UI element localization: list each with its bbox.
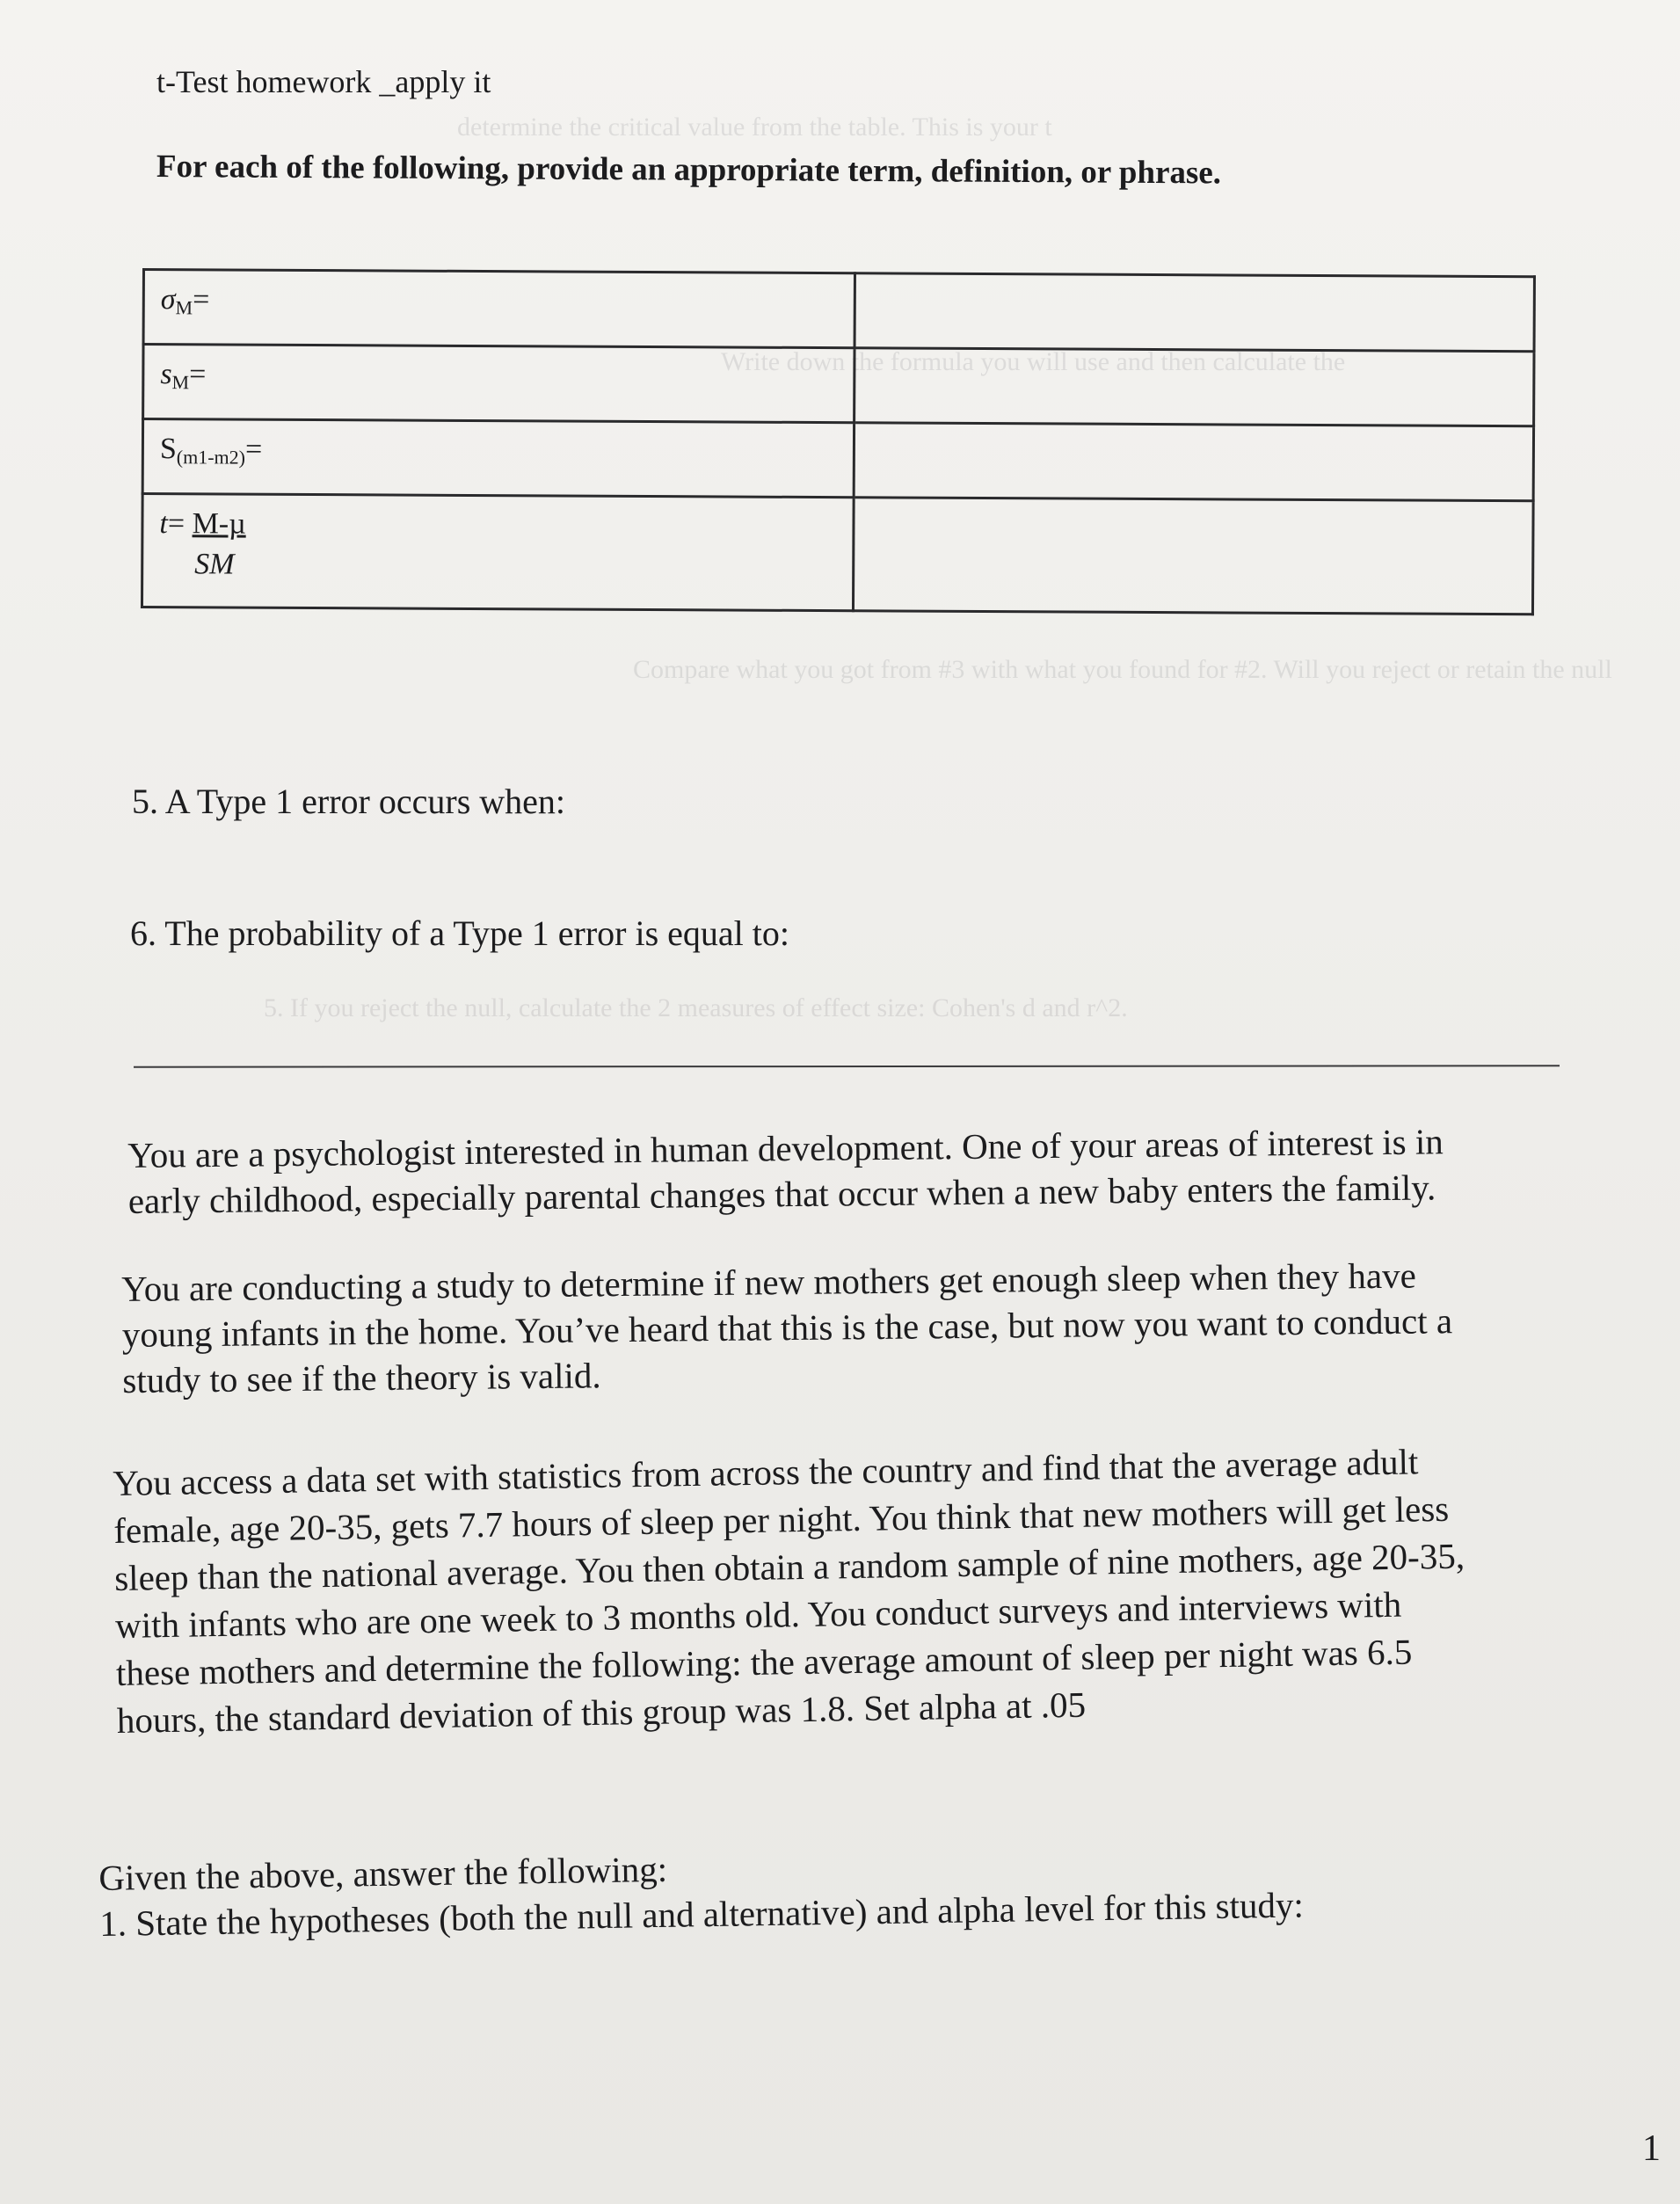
term-subscript: (m1-m2) [176, 446, 246, 469]
table-row [142, 419, 1533, 501]
bleed-through-text: Write down the formula you will use and then calculate the [721, 347, 1346, 376]
term-symbol: σ [160, 283, 176, 316]
question-6: 6. The probability of a Type 1 error is equal to: [130, 913, 789, 953]
bleed-through-text: Compare what you got from #3 with what you found for #2. Will you reject or retain the null [633, 655, 1612, 684]
answer-cell[interactable] [855, 273, 1534, 352]
table-row [143, 345, 1534, 426]
term-symbol: S [159, 433, 177, 466]
table-row [142, 494, 1533, 615]
paragraph-line: hours, the standard deviation of this group was 1.8. Set alpha at .05 [116, 1684, 1087, 1741]
scenario-paragraph-1 [127, 1118, 1444, 1224]
paragraph-line: You access a data set with statistics from across the country and find that the average adult [113, 1441, 1419, 1503]
term-symbol: s [160, 358, 172, 391]
paragraph-line: with infants who are one week to 3 months old. You conduct surveys and interviews with [114, 1583, 1402, 1646]
paragraph-line: sleep than the national average. You then obtain a random sample of nine mothers, age 20-35, [113, 1535, 1465, 1598]
terms-table [141, 268, 1536, 615]
answer-cell[interactable] [855, 348, 1534, 426]
question-5: 5. A Type 1 error occurs when: [132, 782, 566, 821]
term-subscript: M [171, 371, 190, 394]
formula-denominator: SM [194, 548, 235, 581]
page-number: 1 [1642, 2128, 1661, 2169]
scenario-paragraph-3 [113, 1437, 1467, 1744]
answer-cell[interactable] [853, 498, 1533, 615]
instructions: For each of the following, provide an appropriate term, definition, or phrase. [156, 149, 1222, 192]
bleed-through-text: 5. If you reject the null, calculate the 2 measures of effect size: Cohen's d and r^2. [264, 993, 1128, 1022]
term-cell [142, 419, 854, 498]
paragraph-line: Given the above, answer the following: [98, 1848, 668, 1898]
paragraph-line: these mothers and determine the following: the average amount of sleep per night was 6.5 [115, 1631, 1413, 1693]
paragraph-line: You are conducting a study to determine if new mothers get enough sleep when they have [121, 1255, 1417, 1309]
table-row [143, 270, 1534, 352]
paragraph-line: 1. State the hypotheses (both the null and alternative) and alpha level for this study: [98, 1884, 1305, 1944]
formula-equals: = [167, 507, 185, 541]
term-cell [142, 494, 854, 611]
scenario-paragraph-2 [121, 1252, 1453, 1403]
term-equals: = [244, 433, 263, 466]
term-cell [143, 345, 855, 423]
paragraph-line: You are a psychologist interested in human development. One of your areas of interest is in [127, 1121, 1444, 1175]
term-equals: = [189, 358, 207, 391]
worksheet-title: t-Test homework _apply it [156, 64, 491, 99]
answer-line[interactable] [134, 1065, 1560, 1067]
formula-numerator: M-µ [192, 507, 246, 541]
term-equals: = [193, 283, 210, 316]
bleed-through-text: determine the critical value from the table. This is your t [457, 113, 1052, 142]
scenario-paragraph-4 [98, 1836, 1304, 1946]
formula-t: t [159, 507, 169, 541]
term-subscript: M [175, 296, 193, 319]
paragraph-line: early childhood, especially parental changes that occur when a new baby enters the family. [127, 1167, 1436, 1221]
paragraph-line: female, age 20-35, gets 7.7 hours of sleep per night. You think that new mothers will get less [113, 1488, 1450, 1551]
paragraph-line: young infants in the home. You’ve heard that this is the case, but now you want to conduct a [121, 1300, 1453, 1355]
answer-cell[interactable] [854, 423, 1533, 501]
term-cell [143, 270, 855, 348]
paragraph-line: study to see if the theory is valid. [122, 1355, 601, 1400]
